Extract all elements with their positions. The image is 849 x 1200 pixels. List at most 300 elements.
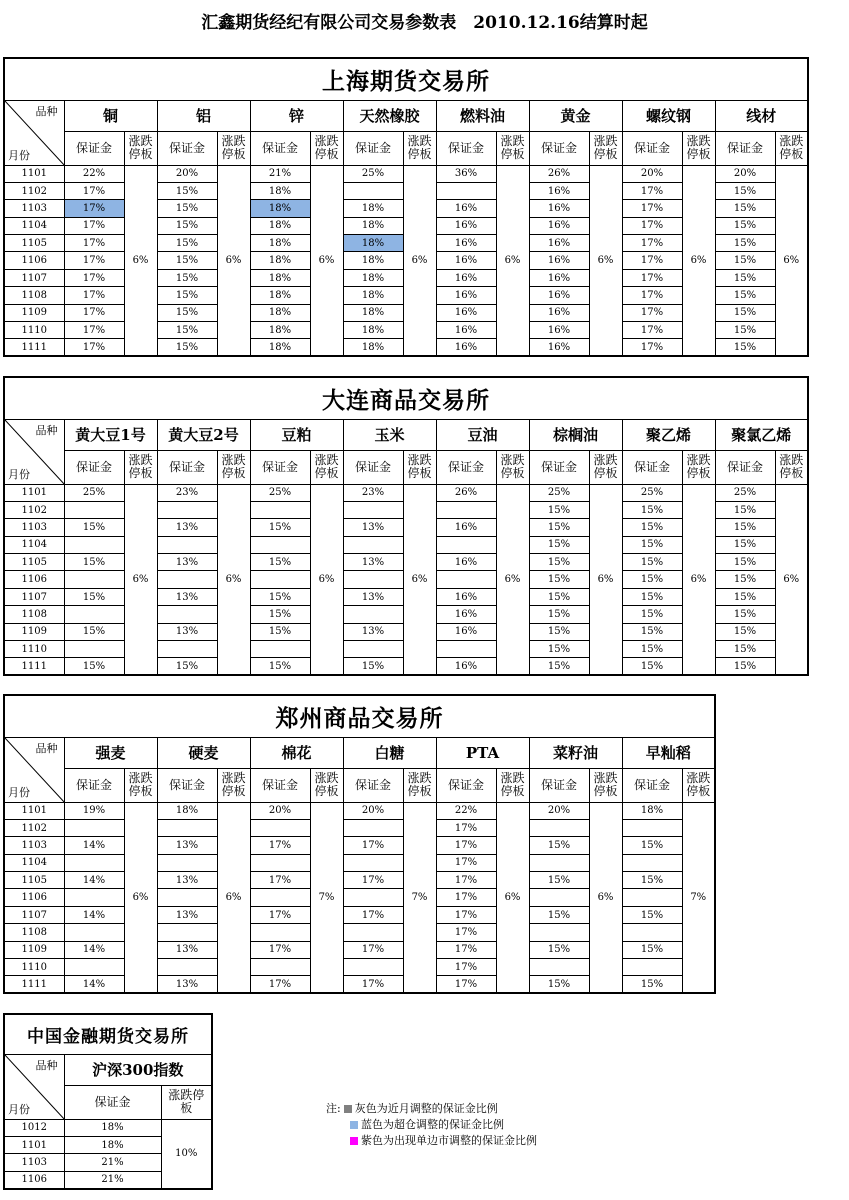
month-cell: 1107 <box>4 588 64 605</box>
margin-cell: 17% <box>64 182 124 199</box>
margin-cell <box>343 536 403 553</box>
product-name: 早籼稻 <box>622 737 715 768</box>
margin-cell: 15% <box>529 501 589 518</box>
margin-cell: 14% <box>64 941 124 958</box>
legend-row-blue <box>326 1117 537 1133</box>
limit-header: 涨跌停板 <box>124 768 157 802</box>
margin-cell: 13% <box>157 588 217 605</box>
margin-cell: 15% <box>715 571 775 588</box>
margin-cell: 16% <box>436 339 496 356</box>
margin-cell: 15% <box>715 269 775 286</box>
limit-cell: 6% <box>217 165 250 356</box>
product-name: 沪深300指数 <box>64 1054 212 1085</box>
margin-cell: 21% <box>64 1171 161 1188</box>
margin-cell: 17% <box>436 976 496 993</box>
margin-cell: 25% <box>622 484 682 501</box>
month-cell: 1109 <box>4 304 64 321</box>
margin-cell: 18% <box>343 304 403 321</box>
margin-cell <box>343 641 403 658</box>
margin-cell <box>343 854 403 871</box>
margin-cell: 17% <box>64 322 124 339</box>
margin-cell <box>157 854 217 871</box>
month-cell: 1103 <box>4 519 64 536</box>
gray-swatch-icon <box>344 1105 352 1113</box>
margin-cell: 15% <box>529 606 589 623</box>
variety-month-corner <box>4 737 64 802</box>
margin-cell: 23% <box>343 484 403 501</box>
limit-cell: 6% <box>775 484 808 675</box>
exchange-name: 上海期货交易所 <box>4 58 808 100</box>
margin-cell <box>64 819 124 836</box>
margin-cell: 15% <box>529 658 589 675</box>
margin-cell: 15% <box>529 519 589 536</box>
margin-cell <box>343 571 403 588</box>
limit-cell: 6% <box>124 802 157 993</box>
product-name: 聚氯乙烯 <box>715 419 808 450</box>
exchange-table-czce <box>3 694 716 994</box>
margin-header: 保证金 <box>343 450 403 484</box>
margin-cell: 20% <box>343 802 403 819</box>
margin-cell: 15% <box>622 941 682 958</box>
margin-cell: 15% <box>529 837 589 854</box>
margin-cell: 15% <box>715 658 775 675</box>
margin-cell: 15% <box>622 571 682 588</box>
margin-cell: 16% <box>529 252 589 269</box>
margin-cell: 17% <box>622 252 682 269</box>
margin-cell: 18% <box>250 182 310 199</box>
month-cell: 1102 <box>4 182 64 199</box>
margin-cell: 16% <box>436 304 496 321</box>
margin-cell: 15% <box>622 623 682 640</box>
margin-cell <box>157 924 217 941</box>
limit-cell: 10% <box>161 1119 212 1189</box>
product-name: 黄大豆1号 <box>64 419 157 450</box>
legend-row-purple <box>326 1133 537 1149</box>
margin-cell <box>157 571 217 588</box>
margin-cell: 25% <box>64 484 124 501</box>
limit-cell: 6% <box>775 165 808 356</box>
limit-header: 涨跌停板 <box>496 768 529 802</box>
margin-header: 保证金 <box>343 768 403 802</box>
table-row <box>4 802 715 819</box>
margin-cell: 15% <box>157 269 217 286</box>
margin-cell: 15% <box>715 623 775 640</box>
margin-cell: 15% <box>157 182 217 199</box>
margin-cell: 18% <box>250 304 310 321</box>
legend-blue-text: 蓝色为超仓调整的保证金比例 <box>361 1118 504 1131</box>
margin-cell <box>436 182 496 199</box>
month-cell: 1109 <box>4 941 64 958</box>
limit-cell: 6% <box>496 165 529 356</box>
margin-cell: 13% <box>343 588 403 605</box>
limit-header: 涨跌停板 <box>403 450 436 484</box>
margin-header: 保证金 <box>64 768 124 802</box>
margin-cell: 15% <box>250 588 310 605</box>
margin-header: 保证金 <box>250 131 310 165</box>
margin-cell: 17% <box>64 339 124 356</box>
margin-cell: 15% <box>529 941 589 958</box>
margin-cell: 17% <box>436 889 496 906</box>
margin-cell <box>64 854 124 871</box>
margin-cell: 15% <box>622 554 682 571</box>
variety-label: 品种 <box>35 423 58 437</box>
margin-cell <box>250 536 310 553</box>
margin-cell <box>250 854 310 871</box>
margin-cell: 17% <box>436 854 496 871</box>
margin-cell: 20% <box>157 165 217 182</box>
limit-header: 涨跌停板 <box>403 768 436 802</box>
month-label: 月份 <box>8 785 30 799</box>
margin-cell: 15% <box>715 554 775 571</box>
margin-cell: 17% <box>436 906 496 923</box>
limit-header: 涨跌停板 <box>496 131 529 165</box>
month-cell: 1111 <box>4 339 64 356</box>
margin-cell: 19% <box>64 802 124 819</box>
margin-cell: 15% <box>529 588 589 605</box>
product-name: 铝 <box>157 100 250 131</box>
limit-cell: 6% <box>310 165 343 356</box>
margin-cell: 17% <box>250 906 310 923</box>
limit-cell: 6% <box>682 484 715 675</box>
margin-cell: 18% <box>250 252 310 269</box>
margin-cell: 18% <box>64 1136 161 1153</box>
margin-cell: 15% <box>622 501 682 518</box>
exchange-section-dce <box>3 376 809 676</box>
margin-cell: 15% <box>715 641 775 658</box>
margin-cell: 14% <box>64 837 124 854</box>
month-cell: 1110 <box>4 959 64 976</box>
margin-cell: 16% <box>436 322 496 339</box>
margin-cell: 15% <box>157 339 217 356</box>
margin-cell: 17% <box>64 217 124 234</box>
limit-header: 涨跌停板 <box>682 450 715 484</box>
margin-cell: 15% <box>715 217 775 234</box>
limit-cell: 6% <box>217 484 250 675</box>
margin-cell <box>529 819 589 836</box>
margin-cell: 15% <box>64 588 124 605</box>
limit-cell: 6% <box>217 802 250 993</box>
margin-cell: 16% <box>436 623 496 640</box>
limit-header: 涨跌停板 <box>775 450 808 484</box>
margin-cell: 14% <box>64 872 124 889</box>
margin-cell: 13% <box>157 906 217 923</box>
margin-cell: 18% <box>343 322 403 339</box>
limit-cell: 6% <box>403 165 436 356</box>
legend-prefix: 注: <box>326 1102 341 1115</box>
limit-header: 涨跌停板 <box>310 450 343 484</box>
limit-cell: 7% <box>682 802 715 993</box>
margin-cell: 18% <box>250 339 310 356</box>
limit-header: 涨跌停板 <box>682 131 715 165</box>
limit-header: 涨跌停板 <box>217 131 250 165</box>
margin-cell: 15% <box>529 641 589 658</box>
margin-cell <box>529 924 589 941</box>
margin-header: 保证金 <box>64 1085 161 1119</box>
limit-cell: 6% <box>496 802 529 993</box>
limit-cell: 6% <box>124 165 157 356</box>
margin-cell: 15% <box>622 976 682 993</box>
margin-cell: 17% <box>622 322 682 339</box>
margin-cell <box>157 889 217 906</box>
margin-cell: 15% <box>529 872 589 889</box>
margin-cell <box>157 606 217 623</box>
table-row <box>4 165 808 182</box>
margin-cell: 18% <box>250 217 310 234</box>
margin-cell: 18% <box>343 287 403 304</box>
margin-cell <box>436 501 496 518</box>
margin-cell: 16% <box>529 217 589 234</box>
month-cell: 1107 <box>4 906 64 923</box>
margin-cell: 15% <box>715 588 775 605</box>
margin-cell: 15% <box>715 606 775 623</box>
margin-cell: 17% <box>64 304 124 321</box>
margin-cell <box>343 959 403 976</box>
variety-month-corner <box>4 100 64 165</box>
exchange-section-shfe <box>3 57 809 357</box>
document-title: 汇鑫期货经纪有限公司交易参数表 2010.12.16结算时起 <box>201 13 648 33</box>
margin-cell: 18% <box>64 1119 161 1136</box>
margin-cell: 13% <box>343 623 403 640</box>
margin-cell: 15% <box>622 872 682 889</box>
margin-cell <box>529 889 589 906</box>
margin-cell: 15% <box>529 571 589 588</box>
margin-cell: 15% <box>250 554 310 571</box>
limit-header: 涨跌停板 <box>217 768 250 802</box>
margin-cell: 16% <box>529 287 589 304</box>
limit-header: 涨跌停板 <box>775 131 808 165</box>
month-cell: 1105 <box>4 554 64 571</box>
margin-cell: 16% <box>529 304 589 321</box>
margin-cell: 15% <box>622 906 682 923</box>
margin-header: 保证金 <box>715 131 775 165</box>
margin-cell <box>64 501 124 518</box>
margin-cell: 15% <box>157 217 217 234</box>
margin-cell <box>622 854 682 871</box>
month-label: 月份 <box>8 1102 30 1116</box>
blue-swatch-icon <box>350 1121 358 1129</box>
margin-cell: 17% <box>622 287 682 304</box>
margin-header: 保证金 <box>622 768 682 802</box>
month-cell: 1106 <box>4 571 64 588</box>
month-cell: 1105 <box>4 872 64 889</box>
margin-cell: 13% <box>343 554 403 571</box>
margin-cell: 15% <box>622 837 682 854</box>
margin-cell: 15% <box>622 658 682 675</box>
legend-gray-text: 灰色为近月调整的保证金比例 <box>354 1102 498 1115</box>
month-cell: 1012 <box>4 1119 64 1136</box>
product-name: 天然橡胶 <box>343 100 436 131</box>
margin-cell: 20% <box>529 802 589 819</box>
margin-cell <box>64 571 124 588</box>
margin-cell: 17% <box>436 872 496 889</box>
limit-cell: 6% <box>589 165 622 356</box>
margin-header: 保证金 <box>622 450 682 484</box>
margin-cell: 16% <box>529 339 589 356</box>
month-cell: 1104 <box>4 854 64 871</box>
margin-cell <box>157 501 217 518</box>
product-name: 铜 <box>64 100 157 131</box>
variety-month-corner <box>4 419 64 484</box>
margin-header: 保证金 <box>622 131 682 165</box>
margin-cell: 15% <box>715 252 775 269</box>
margin-cell: 25% <box>343 165 403 182</box>
product-name: 玉米 <box>343 419 436 450</box>
month-cell: 1104 <box>4 536 64 553</box>
margin-cell: 16% <box>436 606 496 623</box>
limit-header: 涨跌停板 <box>496 450 529 484</box>
month-cell: 1104 <box>4 217 64 234</box>
margin-cell: 16% <box>529 200 589 217</box>
margin-cell <box>250 501 310 518</box>
limit-header: 涨跌停板 <box>124 450 157 484</box>
margin-cell: 16% <box>436 554 496 571</box>
margin-cell: 15% <box>715 501 775 518</box>
margin-cell: 15% <box>250 658 310 675</box>
margin-cell <box>250 959 310 976</box>
margin-cell: 17% <box>64 200 124 217</box>
margin-cell: 16% <box>436 252 496 269</box>
margin-cell: 22% <box>64 165 124 182</box>
month-cell: 1106 <box>4 1171 64 1188</box>
margin-cell: 13% <box>157 519 217 536</box>
margin-header: 保证金 <box>157 768 217 802</box>
margin-cell: 15% <box>64 554 124 571</box>
margin-cell: 13% <box>157 976 217 993</box>
limit-cell: 6% <box>589 802 622 993</box>
variety-label: 品种 <box>35 741 58 755</box>
margin-cell: 17% <box>250 976 310 993</box>
margin-cell: 17% <box>436 837 496 854</box>
margin-header: 保证金 <box>250 768 310 802</box>
margin-cell <box>250 571 310 588</box>
margin-cell: 15% <box>715 200 775 217</box>
margin-header: 保证金 <box>250 450 310 484</box>
product-name: 棕榈油 <box>529 419 622 450</box>
product-name: 强麦 <box>64 737 157 768</box>
month-label: 月份 <box>8 467 30 481</box>
margin-header: 保证金 <box>529 131 589 165</box>
margin-cell: 16% <box>436 519 496 536</box>
limit-header: 涨跌停板 <box>682 768 715 802</box>
margin-cell: 13% <box>157 554 217 571</box>
margin-cell: 16% <box>436 200 496 217</box>
margin-cell: 36% <box>436 165 496 182</box>
margin-cell <box>64 959 124 976</box>
margin-cell: 14% <box>64 976 124 993</box>
margin-cell: 15% <box>157 287 217 304</box>
margin-cell: 15% <box>64 623 124 640</box>
month-cell: 1111 <box>4 658 64 675</box>
limit-header: 涨跌停板 <box>589 450 622 484</box>
margin-cell <box>64 641 124 658</box>
legend <box>326 1101 537 1149</box>
margin-cell: 17% <box>622 339 682 356</box>
margin-cell: 17% <box>622 269 682 286</box>
month-cell: 1106 <box>4 252 64 269</box>
month-cell: 1103 <box>4 837 64 854</box>
margin-cell: 15% <box>157 235 217 252</box>
limit-header: 涨跌停板 <box>124 131 157 165</box>
margin-cell: 26% <box>529 165 589 182</box>
margin-cell: 14% <box>64 906 124 923</box>
margin-cell: 13% <box>157 872 217 889</box>
margin-cell: 15% <box>715 536 775 553</box>
limit-cell: 6% <box>310 484 343 675</box>
month-cell: 1107 <box>4 269 64 286</box>
margin-cell: 15% <box>715 235 775 252</box>
margin-cell: 15% <box>715 287 775 304</box>
margin-cell <box>64 536 124 553</box>
margin-cell: 13% <box>157 623 217 640</box>
margin-cell: 17% <box>343 872 403 889</box>
limit-cell: 6% <box>124 484 157 675</box>
margin-header: 保证金 <box>157 450 217 484</box>
margin-cell: 16% <box>529 182 589 199</box>
margin-cell: 22% <box>436 802 496 819</box>
margin-cell: 18% <box>622 802 682 819</box>
margin-cell <box>64 606 124 623</box>
month-cell: 1103 <box>4 200 64 217</box>
margin-cell: 15% <box>622 606 682 623</box>
margin-cell: 15% <box>157 252 217 269</box>
margin-cell <box>622 889 682 906</box>
limit-header: 涨跌停板 <box>217 450 250 484</box>
margin-cell: 15% <box>622 536 682 553</box>
limit-header: 涨跌停板 <box>589 768 622 802</box>
margin-cell: 16% <box>529 269 589 286</box>
margin-cell <box>250 889 310 906</box>
margin-cell: 17% <box>64 269 124 286</box>
product-name: 燃料油 <box>436 100 529 131</box>
exchange-name: 大连商品交易所 <box>4 377 808 419</box>
margin-cell: 15% <box>529 554 589 571</box>
legend-purple-text: 紫色为出现单边市调整的保证金比例 <box>361 1134 537 1147</box>
month-cell: 1101 <box>4 165 64 182</box>
margin-cell <box>157 819 217 836</box>
margin-cell <box>529 854 589 871</box>
variety-label: 品种 <box>35 104 58 118</box>
margin-cell: 15% <box>157 200 217 217</box>
margin-cell: 17% <box>436 819 496 836</box>
margin-cell: 23% <box>157 484 217 501</box>
exchange-section-czce <box>3 694 716 994</box>
purple-swatch-icon <box>350 1137 358 1145</box>
month-cell: 1110 <box>4 641 64 658</box>
margin-cell: 15% <box>622 519 682 536</box>
margin-cell: 13% <box>157 837 217 854</box>
margin-header: 保证金 <box>343 131 403 165</box>
margin-cell: 17% <box>343 976 403 993</box>
product-name: 锌 <box>250 100 343 131</box>
limit-cell: 6% <box>496 484 529 675</box>
limit-header: 涨跌停板 <box>310 131 343 165</box>
limit-header: 涨跌停板 <box>589 131 622 165</box>
margin-cell: 15% <box>715 339 775 356</box>
margin-cell <box>157 641 217 658</box>
margin-header: 保证金 <box>64 450 124 484</box>
margin-cell <box>436 641 496 658</box>
margin-cell: 18% <box>250 287 310 304</box>
margin-cell: 17% <box>250 941 310 958</box>
exchange-name: 中国金融期货交易所 <box>4 1014 212 1054</box>
margin-cell: 17% <box>622 235 682 252</box>
margin-cell <box>343 606 403 623</box>
limit-cell: 6% <box>403 484 436 675</box>
margin-cell: 15% <box>64 519 124 536</box>
margin-cell: 13% <box>157 941 217 958</box>
margin-cell: 15% <box>250 606 310 623</box>
margin-cell <box>64 889 124 906</box>
